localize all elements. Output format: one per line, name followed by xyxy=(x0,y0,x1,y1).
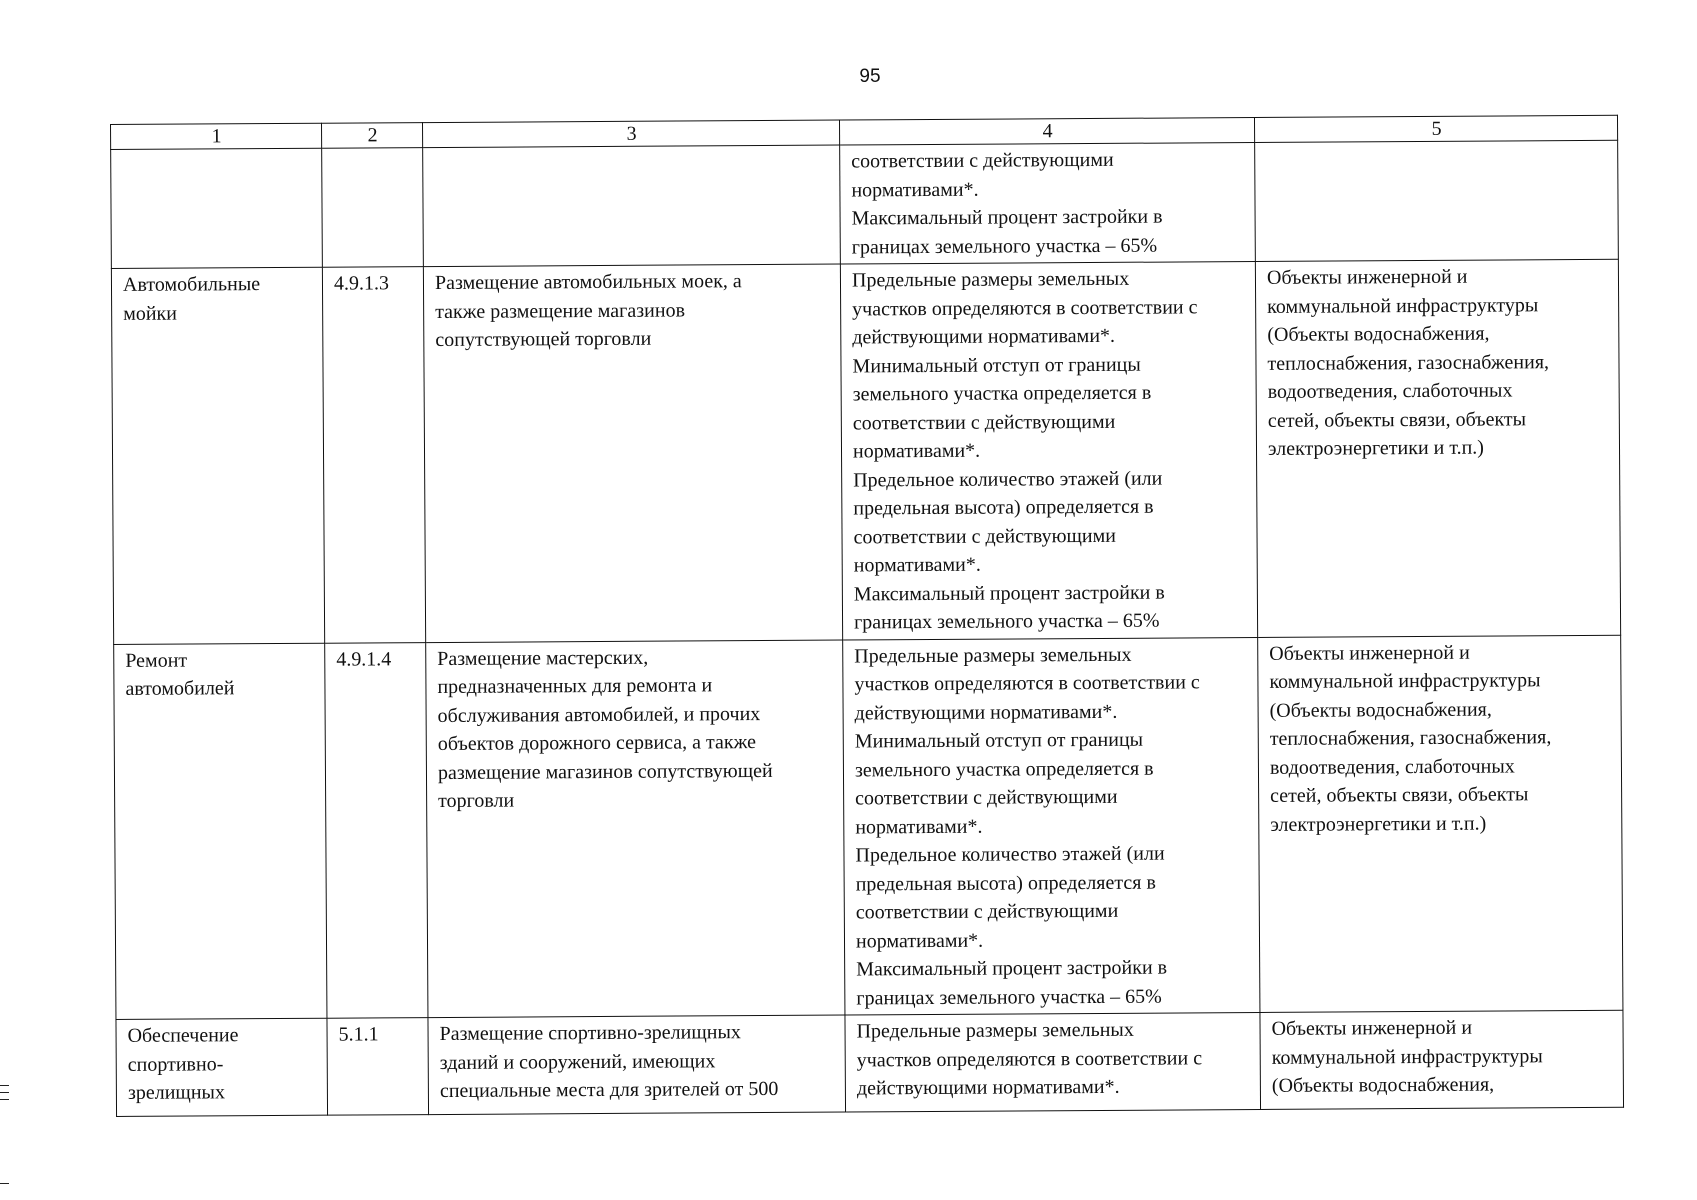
description-line: специальные места для зрителей от 500 xyxy=(439,1077,779,1103)
use-code-cell: 4.9.1.3 xyxy=(322,267,425,643)
parameters-line: нормативами*. xyxy=(855,929,984,952)
parameters-line: земельного участка определяется в xyxy=(854,757,1154,781)
use-description-cell xyxy=(428,1015,846,1115)
use-name-cell xyxy=(114,643,327,1020)
scan-edge-mark xyxy=(0,1183,9,1184)
use-code-cell xyxy=(322,148,424,268)
objects-line: электроэнергетики и т.п.) xyxy=(1267,436,1484,460)
objects-line: (Объекты водоснабжения, xyxy=(1267,322,1490,346)
parameters-line: границах земельного участка – 65% xyxy=(853,609,1160,634)
objects-line: Объекты инженерной и xyxy=(1271,1016,1473,1040)
parameters-line: Максимальный процент застройки в xyxy=(853,581,1165,605)
parameters-line: нормативами*. xyxy=(853,553,981,577)
parameters-cell xyxy=(845,1012,1261,1112)
parameters-line: соответствии с действующими xyxy=(853,524,1117,548)
column-number-2: 2 xyxy=(321,123,422,149)
parameters-line: Максимальный процент застройки в xyxy=(851,205,1163,230)
parameters-line: нормативами*. xyxy=(852,439,981,463)
use-name-line: спортивно- xyxy=(127,1052,224,1076)
description-line: обслуживания автомобилей, и прочих xyxy=(437,702,761,727)
description-line: предназначенных для ремонта и xyxy=(437,674,713,699)
objects-line: Объекты инженерной и xyxy=(1269,641,1470,665)
use-name-line: Обеспечение xyxy=(127,1024,239,1047)
table-row xyxy=(111,259,1620,644)
parameters-line: участков определяются в соответствии с xyxy=(854,671,1200,696)
parameters-line: нормативами*. xyxy=(851,178,979,201)
description-line: сопутствующей торговли xyxy=(435,327,652,352)
column-number-5: 5 xyxy=(1254,115,1617,142)
objects-cell xyxy=(1260,1010,1624,1109)
parameters-line: границах земельного участка – 65% xyxy=(851,234,1158,258)
column-number-4: 4 xyxy=(839,118,1254,146)
parameters-line: Предельные размеры земельных xyxy=(854,643,1132,667)
parameters-line: действующими нормативами*. xyxy=(852,324,1116,349)
parameters-line: Предельные размеры земельных xyxy=(856,1018,1134,1043)
use-name-line: Ремонт xyxy=(125,649,188,672)
table-row xyxy=(111,140,1619,268)
parameters-line: Минимальный отступ от границы xyxy=(854,728,1144,753)
objects-line: коммунальной инфраструктуры xyxy=(1269,669,1541,693)
parameters-line: соответствии с действующими xyxy=(855,899,1119,924)
use-description-cell xyxy=(426,640,845,1018)
objects-line: сетей, объекты связи, объекты xyxy=(1267,407,1527,432)
scan-edge-mark xyxy=(0,1085,9,1086)
parameters-line: соответствии с действующими xyxy=(852,410,1116,434)
objects-cell xyxy=(1255,140,1619,261)
description-line: Размещение мастерских, xyxy=(437,646,649,670)
scan-edge-mark xyxy=(0,1092,9,1093)
parameters-line: участков определяются в соответствии с xyxy=(856,1046,1203,1071)
objects-line: коммунальной инфраструктуры xyxy=(1271,1044,1543,1069)
table-row xyxy=(116,1010,1624,1116)
use-code-cell: 5.1.1 xyxy=(327,1018,429,1116)
scan-edge-mark xyxy=(0,1099,9,1100)
objects-line: теплоснабжения, газоснабжения, xyxy=(1269,726,1552,750)
parameters-line: Минимальный отступ от границы xyxy=(852,353,1141,377)
objects-line: электроэнергетики и т.п.) xyxy=(1270,812,1487,836)
use-name-cell xyxy=(111,148,323,268)
objects-line: теплоснабжения, газоснабжения, xyxy=(1267,350,1550,375)
use-name-cell xyxy=(111,267,324,644)
parameters-line: действующими нормативами*. xyxy=(856,1075,1120,1100)
use-code-cell: 4.9.1.4 xyxy=(325,642,428,1018)
use-name-line: зрелищных xyxy=(127,1081,226,1104)
parameters-line: предельная высота) определяется в xyxy=(853,495,1154,520)
use-name-cell xyxy=(116,1018,328,1116)
description-line: также размещение магазинов xyxy=(435,298,686,323)
use-description-cell xyxy=(423,145,841,267)
description-line: торговли xyxy=(438,789,515,813)
objects-line: Объекты инженерной и xyxy=(1266,265,1468,289)
parameters-line: земельного участка определяется в xyxy=(852,381,1152,406)
parameters-cell xyxy=(843,637,1260,1015)
objects-line: (Объекты водоснабжения, xyxy=(1269,698,1492,722)
parameters-cell xyxy=(840,143,1256,265)
objects-line: сетей, объекты связи, объекты xyxy=(1270,783,1529,807)
parameters-line: Максимальный процент застройки в xyxy=(856,956,1168,981)
parameters-line: нормативами*. xyxy=(855,815,983,838)
objects-line: водоотведения, слаботочных xyxy=(1267,379,1513,403)
zoning-table xyxy=(110,115,1624,1117)
description-line: размещение магазинов сопутствующей xyxy=(437,759,773,784)
parameters-line: участков определяются в соответствии с xyxy=(852,295,1198,320)
column-number-3: 3 xyxy=(422,120,839,148)
table-row xyxy=(114,635,1623,1020)
parameters-line: соответствии с действующими xyxy=(851,148,1114,173)
use-name-line: автомобилей xyxy=(125,677,235,700)
column-number-1: 1 xyxy=(111,123,322,149)
parameters-line: предельная высота) определяется в xyxy=(855,871,1156,895)
objects-line: коммунальной инфраструктуры xyxy=(1267,293,1539,318)
description-line: Размещение спортивно-зрелищных xyxy=(439,1021,741,1046)
parameters-line: Предельные размеры земельных xyxy=(851,267,1130,292)
description-line: объектов дорожного сервиса, а также xyxy=(437,731,757,756)
parameters-cell xyxy=(840,262,1257,640)
objects-line: водоотведения, слаботочных xyxy=(1269,754,1515,779)
description-line: зданий и сооружений, имеющих xyxy=(439,1049,716,1074)
parameters-line: Предельное количество этажей (или xyxy=(855,842,1165,867)
objects-cell xyxy=(1258,635,1623,1013)
objects-cell xyxy=(1255,259,1620,637)
objects-line: (Объекты водоснабжения, xyxy=(1271,1073,1495,1097)
parameters-line: действующими нормативами*. xyxy=(854,700,1118,724)
page-number: 95 xyxy=(859,66,881,87)
use-description-cell xyxy=(423,264,842,642)
parameters-line: Предельное количество этажей (или xyxy=(853,467,1163,491)
parameters-line: соответствии с действующими xyxy=(855,785,1118,810)
description-line: Размещение автомобильных моек, а xyxy=(434,270,742,295)
parameters-line: границах земельного участка – 65% xyxy=(856,985,1162,1009)
use-name-line: мойки xyxy=(123,302,178,325)
use-name-line: Автомобильные xyxy=(122,273,261,296)
